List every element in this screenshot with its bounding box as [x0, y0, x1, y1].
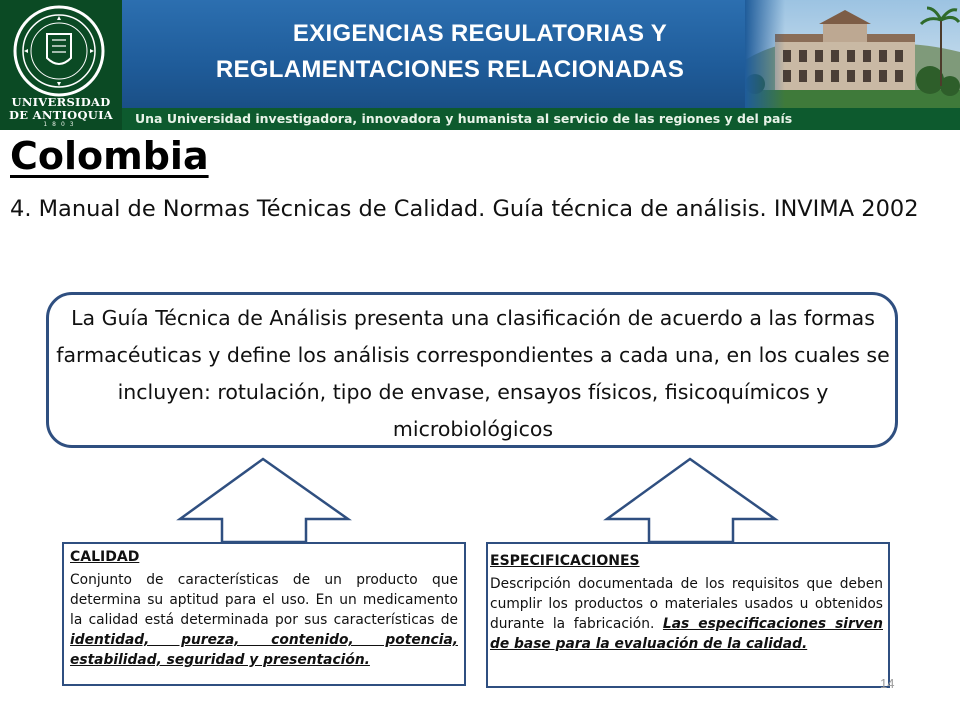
especificaciones-title: ESPECIFICACIONES: [490, 553, 640, 569]
especificaciones-conclusion: Las especificaciones sirven de base para la evaluación de la calidad.: [490, 616, 883, 652]
university-founding-year: 1803: [43, 121, 79, 128]
slide-title-line-2: REGLAMENTACIONES RELACIONADAS: [215, 56, 685, 83]
calidad-definition: [70, 570, 458, 670]
slide-title-line-1: EXIGENCIAS REGULATORIAS Y: [292, 20, 668, 47]
intro-paragraph: 4. Manual de Normas Técnicas de Calidad. Guía técnica de análisis. INVIMA 2002: [10, 196, 919, 222]
university-name-line-2: DE ANTIOQUIA: [8, 108, 114, 122]
calidad-title: CALIDAD: [70, 549, 140, 565]
slide-heading: Colombia: [10, 134, 209, 178]
university-tagline: Una Universidad investigadora, innovadora y humanista al servicio de las regiones y del país: [135, 111, 793, 126]
especificaciones-definition: [490, 574, 883, 654]
calidad-text: Conjunto de características de un producto que determina su aptitud para el uso. En un medicamento la calidad está determinada por sus características de: [70, 572, 458, 628]
calidad-key-attributes: identidad, pureza, contenido, potencia, estabilidad, seguridad y presentación.: [70, 632, 458, 668]
especificaciones-text: Descripción documentada de los requisitos que deben cumplir los productos o materiales usados u obtenidos durante la fabricación.: [490, 576, 883, 632]
main-summary-text: La Guía Técnica de Análisis presenta una clasificación de acuerdo a las formas farmacéuticas y define los análisis correspondientes a cada una, en los cuales se incluyen: rotulación, tipo de envase, ensayos físicos, fisicoquímicos y microbiológicos: [56, 306, 890, 441]
up-arrow-left-icon: [180, 459, 348, 542]
up-arrow-right-icon: [607, 459, 775, 542]
university-name-line-1: UNIVERSIDAD: [11, 95, 111, 109]
page-number: 14: [880, 676, 895, 691]
